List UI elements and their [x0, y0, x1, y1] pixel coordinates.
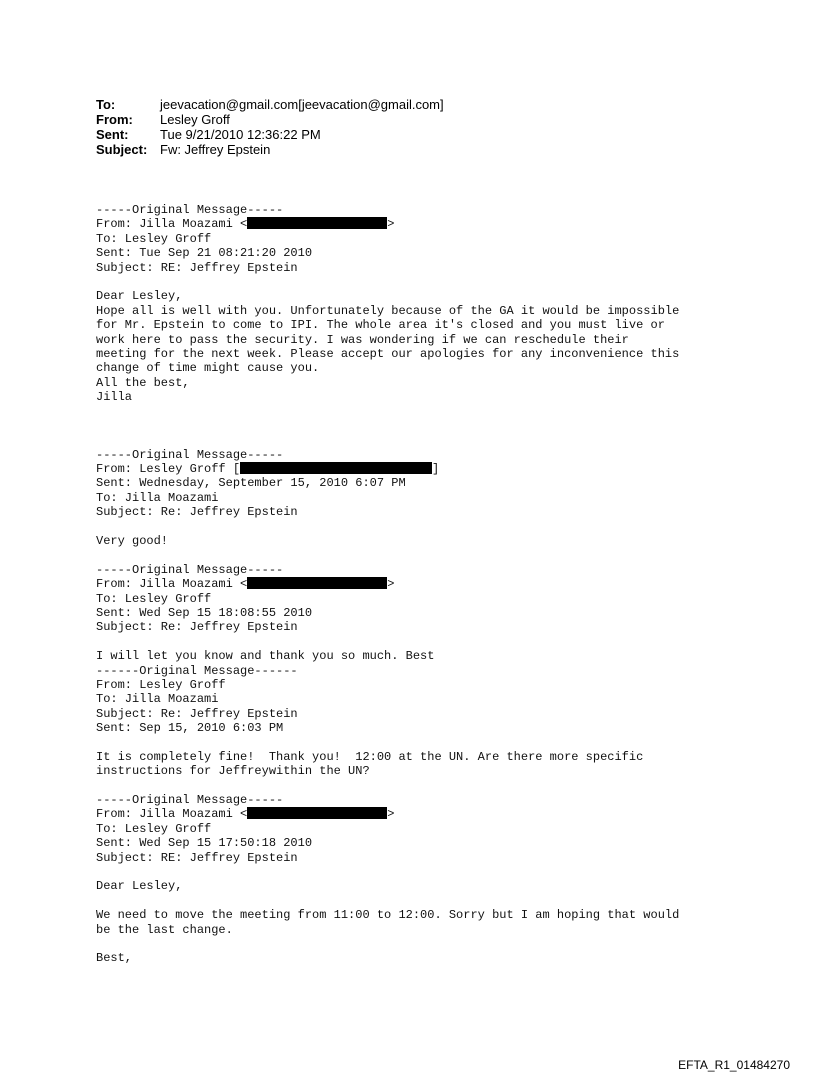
- body-line: for Mr. Epstein to come to IPI. The whole area it's closed and you must live or: [96, 318, 665, 333]
- original-message-separator: ------Original Message------: [96, 663, 298, 678]
- subject-line: Subject: RE: Jeffrey Epstein: [96, 850, 298, 865]
- to-value: jeevacation@gmail.com[jeevacation@gmail.com]: [160, 97, 444, 112]
- sent-line: Sent: Sep 15, 2010 6:03 PM: [96, 721, 284, 736]
- original-message-separator: -----Original Message-----: [96, 203, 284, 217]
- redaction-bar: [247, 807, 387, 819]
- from-line: From: Lesley Groff: [96, 677, 226, 692]
- from-value: Lesley Groff: [160, 112, 230, 127]
- subject-value: Fw: Jeffrey Epstein: [160, 142, 271, 157]
- to-line: To: Lesley Groff: [96, 821, 212, 836]
- from-row: [96, 112, 444, 127]
- body-line: Jilla: [96, 390, 133, 405]
- subject-line: Subject: Re: Jeffrey Epstein: [96, 505, 298, 520]
- email-body: [96, 203, 776, 966]
- from-suffix: >: [387, 807, 395, 822]
- from-label: From:: [96, 112, 133, 127]
- sent-value: Tue 9/21/2010 12:36:22 PM: [160, 127, 321, 142]
- original-message-separator: -----Original Message-----: [96, 562, 284, 577]
- from-line: [96, 577, 776, 591]
- sent-line: Sent: Wed Sep 15 18:08:55 2010: [96, 605, 313, 620]
- sent-row: [96, 127, 444, 142]
- to-line: To: Jilla Moazami: [96, 692, 219, 707]
- body-line: work here to pass the security. I was wondering if we can reschedule their: [96, 332, 629, 347]
- sent-line: Sent: Wednesday, September 15, 2010 6:07 PM: [96, 476, 406, 491]
- body-line: Hope all is well with you. Unfortunately because of the GA it would be impossible: [96, 303, 680, 318]
- sent-line: Sent: Wed Sep 15 17:50:18 2010: [96, 836, 313, 851]
- redaction-bar: [247, 217, 387, 229]
- document-id: EFTA_R1_01484270: [678, 1058, 790, 1072]
- original-message-separator: -----Original Message-----: [96, 793, 284, 808]
- redaction-bar: [240, 462, 432, 474]
- greeting-line: Dear Lesley,: [96, 879, 183, 894]
- subject-line: Subject: RE: Jeffrey Epstein: [96, 260, 298, 275]
- body-line: meeting for the next week. Please accept our apologies for any inconvenience this: [96, 346, 680, 361]
- from-suffix: >: [387, 577, 395, 592]
- to-label: To:: [96, 97, 116, 112]
- body-line: I will let you know and thank you so much. Best: [96, 649, 435, 664]
- from-text: From: Jilla Moazami <: [96, 807, 248, 822]
- to-line: To: Lesley Groff: [96, 591, 212, 606]
- from-text: From: Lesley Groff [: [96, 462, 241, 477]
- original-message-separator: -----Original Message-----: [96, 447, 284, 462]
- from-line: [96, 217, 776, 231]
- subject-label: Subject:: [96, 142, 148, 157]
- closing-line: Best,: [96, 951, 133, 966]
- from-text: From: Jilla Moazami <: [96, 217, 248, 232]
- subject-row: [96, 142, 444, 157]
- body-line: be the last change.: [96, 922, 233, 937]
- greeting-line: Dear Lesley,: [96, 289, 183, 304]
- subject-line: Subject: Re: Jeffrey Epstein: [96, 706, 298, 721]
- body-line: change of time might cause you.: [96, 361, 320, 376]
- email-header: [96, 97, 444, 157]
- to-line: To: Lesley Groff: [96, 231, 212, 246]
- from-suffix: >: [387, 217, 395, 232]
- body-line: We need to move the meeting from 11:00 to 12:00. Sorry but I am hoping that would: [96, 908, 680, 923]
- body-line: All the best,: [96, 375, 190, 390]
- subject-line: Subject: Re: Jeffrey Epstein: [96, 620, 298, 635]
- to-line: To: Jilla Moazami: [96, 490, 219, 505]
- sent-label: Sent:: [96, 127, 129, 142]
- body-line: It is completely fine! Thank you! 12:00 at the UN. Are there more specific: [96, 749, 644, 764]
- from-line: [96, 807, 776, 821]
- body-line: Very good!: [96, 534, 169, 548]
- to-row: [96, 97, 444, 112]
- from-suffix: ]: [432, 462, 440, 477]
- body-line: instructions for Jeffreywithin the UN?: [96, 764, 370, 779]
- from-text: From: Jilla Moazami <: [96, 577, 248, 592]
- from-line: [96, 462, 776, 476]
- sent-line: Sent: Tue Sep 21 08:21:20 2010: [96, 246, 313, 261]
- redaction-bar: [247, 577, 387, 589]
